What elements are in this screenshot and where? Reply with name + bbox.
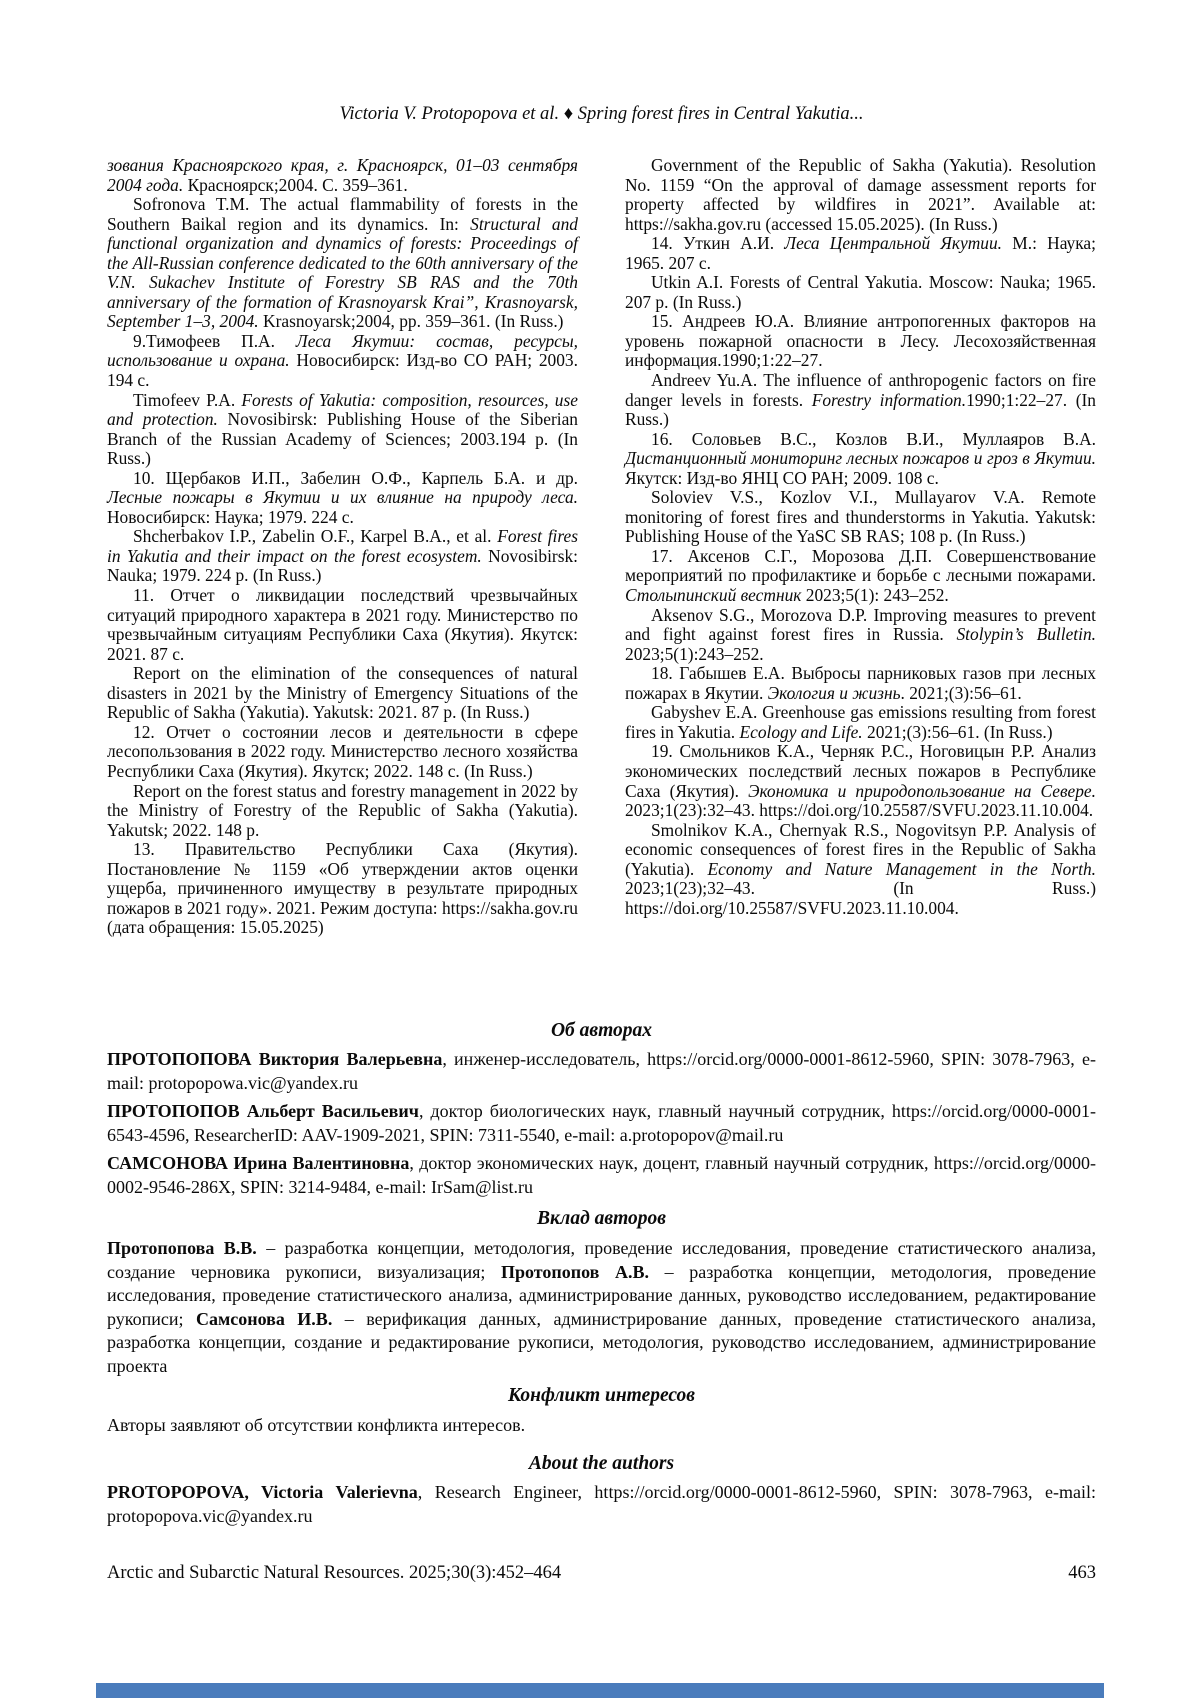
reference-item [625,742,1096,820]
text: Novosibirsk: Publishing House of the Siberian Branch of the Russian Academy of Sciences; 2003.194 p. (In Russ.) [107,409,578,469]
italic-text: Экология и жизнь [767,682,901,703]
reference-item [625,430,1096,489]
author-entry [107,1100,1096,1147]
reference-item [107,782,578,841]
bold-text: ПРОТОПОПОВ Альберт Васильевич [107,1101,419,1122]
text: 2023;1(23);32–43. (In Russ.) https://doi.org/10.25587/SVFU.2023.11.10.004. [625,878,1096,918]
text: 17. Аксенов С.Г., Морозова Д.П. Совершенствование мероприятий по профилактике и борьбе с лесными пожарами. [625,545,1096,586]
author-entries-ru [107,1048,1096,1205]
text: Report on the forest status and forestry management in 2022 by the Ministry of Forestry of the Republic of Sakha (Yakutia). Yakutsk; 2022. 148 p. [107,780,578,840]
text: , доктор экономических наук, доцент, главный научный сотрудник, https://orcid.org/0000-0002-9546-286X, SPIN: 3214-9484, e-mail: IrSam@list.ru [107,1153,1096,1197]
reference-item [107,195,578,332]
references-left-column [107,156,578,938]
text: , инженер-исследователь, https://orcid.org/0000-0001-8612-5960, SPIN: 3078-7963, e-mail: protopopowa.vic@yandex.ru [107,1049,1097,1093]
italic-text: Леса Якутии: состав, ресурсы, использование и охрана. [107,330,578,371]
reference-item [107,391,578,469]
text: Новосибирск: Изд-во СО РАН; 2003. 194 с. [107,350,578,391]
italic-text: Ecology and Life. [739,721,863,742]
bold-text: Самсонова И.В. [195,1308,333,1329]
text: Report on the elimination of the consequences of natural disasters in 2021 by the Ministry of Emergency Situations of the Republic of Sakha (Yakutia). Yakutsk: 2021. 87 p. (In Russ.) [107,663,578,723]
italic-text: Forest fires in Yakutia and their impact on the forest ecosystem. [107,526,578,566]
text: Krasnoyarsk;2004, pp. 359–361. (In Russ.) [258,311,564,332]
bold-text: Протопопов А.В. [500,1261,650,1282]
text: – разработка концепции, методология, проведение исследования, проведение статистического анализа, создание черновика рукописи, визуализация; [107,1238,1097,1282]
conflict-of-interest-statement: Авторы заявляют об отсутствии конфликта интересов. [107,1415,526,1435]
reference-item [107,664,578,723]
text: 9.Тимофеев П.А. [133,330,296,351]
text: 13. Правительство Республики Саха (Якутия). Постановление № 1159 «Об утверждении актов оценки ущерба, причиненного имуществу в результате природных пожаров в 2021 году». 2021. Режим доступа: https://sakha.gov.ru (дата обращения: 15.05.2025) [107,839,578,938]
reference-item [107,527,578,586]
text: 12. Отчет о состоянии лесов и деятельности в сфере лесопользования в 2022 году. Министерство лесного хозяйства Республики Саха (Якутия). Якутск; 2022. 148 с. (In Russ.) [107,721,578,781]
italic-text: зования Красноярского края, г. Красноярск, 01–03 сентября 2004 года. [107,155,578,195]
text: Novosibirsk: Nauka; 1979. 224 p. (In Russ.) [107,545,578,586]
reference-item [625,606,1096,665]
reference-item [107,840,578,938]
author-entry [107,1481,1096,1528]
reference-item [107,332,578,391]
reference-item [625,312,1096,371]
text: Andreev Yu.A. The influence of anthropogenic factors on fire danger levels in forests. [625,370,1096,410]
bold-text: САМСОНОВА Ирина Валентиновна [107,1153,410,1174]
reference-item [625,371,1096,430]
text: . 2021;(3):56–61. [900,682,1022,703]
text: 14. Уткин А.И. [651,233,785,254]
reference-item [625,234,1096,273]
reference-item [625,156,1096,234]
text: Gabyshev E.A. Greenhouse gas emissions resulting from forest fires in Yakutia. [625,702,1096,742]
reference-item [107,586,578,664]
text: Government of the Republic of Sakha (Yakutia). Resolution No. 1159 “On the approval of damage assessment reports for property affected by wildfires in 2021”. Available at: https://sakha.gov.ru (accessed 15.05.2025). (In Russ.) [625,155,1096,234]
text: – верификация данных, администрирование данных, проведение статистического анализа, разработка концепции, создание и редактирование рукописи, методология, руководство исследованием, администрирование проекта [107,1308,1097,1376]
text: Shcherbakov I.P., Zabelin O.F., Karpel B.A., et al. [133,526,498,547]
italic-text: Лесные пожары в Якутии и их влияние на природу леса. [107,487,578,508]
section-heading-conflict-of-interest: Конфликт интересов [507,1385,696,1406]
text: 19. Смольников К.А., Черняк Р.С., Ноговицын Р.Р. Анализ экономических последствий лесных пожаров в Республике Саха (Якутия). [625,741,1096,801]
text: 2023;5(1):243–252. [625,643,764,664]
page-footer [107,1563,1096,1584]
reference-item [107,156,578,195]
reference-item [625,547,1096,606]
text: 1990;1:22–27. (In Russ.) [625,389,1096,430]
text: Якутск: Изд-во ЯНЦ СО РАН; 2009. 108 с. [625,467,939,488]
reference-item [625,821,1096,919]
section-heading-about-authors-en: About the authors [528,1453,675,1474]
reference-item [625,703,1096,742]
references-section [107,156,1096,938]
author-entry [107,1048,1096,1095]
text: – разработка концепции, методология, проведение исследования, проведение статистического анализа, администрирование данных, руководство исследованием, редактирование рукописи; [107,1261,1096,1329]
italic-text: Stolypin’s Bulletin. [956,624,1096,645]
italic-text: Дистанционный мониторинг лесных пожаров и гроз в Якутии. [625,448,1096,469]
text: 2023;5(1): 243–252. [801,585,949,606]
reference-item [107,723,578,782]
text: Aksenov S.G., Morozova D.P. Improving measures to prevent and fight against forest fires in Russia. [625,604,1096,645]
text: Soloviev V.S., Kozlov V.I., Mullayarov V.A. Remote monitoring of forest fires and thunderstorms in Yakutia. Yakutsk: Publishing House of the YaSC SB RAS; 108 p. (In Russ.) [625,487,1096,547]
bold-text: ПРОТОПОПОВА Виктория Валерьевна [107,1049,443,1069]
journal-citation: Arctic and Subarctic Natural Resources. 2025;30(3):452–464 [107,1563,562,1583]
text: 2023;1(23):32–43. https://doi.org/10.25587/SVFU.2023.11.10.004. [625,800,1094,821]
text: 10. Щербаков И.П., Забелин О.Ф., Карпель Б.А. и др. [133,467,578,488]
text: Sofronova T.M. The actual flammability of forests in the Southern Baikal region and its dynamics. In: [107,194,578,234]
reference-item [625,488,1096,547]
author-entry [107,1152,1096,1199]
italic-text: Structural and functional organization and dynamics of forests: Proceedings of the All-Russian conference dedicated to the 60th anniversary of the V.N. Sukachev Institute of Forestry SB RAS and the 70th anniversary of the formation of Krasnoyarsk Krai”, Krasnoyarsk, September 1–3, 2004. [107,213,578,332]
text: Timofeev P.A. [133,389,242,410]
text: Красноярск;2004. С. 359–361. [183,174,408,195]
running-head: Victoria V. Protopopova et al. ♦ Spring forest fires in Central Yakutia... [339,104,864,124]
italic-text: Экономика и природопользование на Севере. [748,780,1096,801]
text: Новосибирск: Наука; 1979. 224 с. [107,506,354,527]
contribution-paragraph [107,1237,1096,1379]
italic-text: Economy and Nature Management in the North. [707,858,1096,879]
references-right-column [625,156,1096,938]
reference-item [107,469,578,528]
reference-item [625,273,1096,312]
bottom-blue-bar [96,1683,1104,1698]
section-heading-about-authors-ru: Об авторах [550,1020,653,1041]
italic-text: Столыпинский вестник [625,585,802,606]
text: 15. Андреев Ю.А. Влияние антропогенных факторов на уровень пожарной опасности в Лесу. Лесохозяйственная информация.1990;1:22–27. [625,311,1096,371]
text: , доктор биологических наук, главный научный сотрудник, https://orcid.org/0000-0001-6543-4596, ResearcherID: AAV-1909-2021, SPIN: 7311-5540, e-mail: a.protopopov@mail.ru [107,1101,1096,1145]
bold-text: Протопопова В.В. [107,1238,257,1258]
text: Utkin A.I. Forests of Central Yakutia. Moscow: Nauka; 1965. 207 p. (In Russ.) [625,272,1096,312]
italic-text: Forestry information. [811,389,967,410]
italic-text: Forests of Yakutia: composition, resources, use and protection. [107,389,578,430]
text: 18. Габышев Е.А. Выбросы парниковых газов при лесных пожарах в Якутии. [625,663,1096,703]
italic-text: Леса Центральной Якутии. [784,233,1002,254]
text: , Research Engineer, https://orcid.org/0000-0001-8612-5960, SPIN: 3078-7963, e-mail: protopopova.vic@yandex.ru [107,1482,1096,1526]
text: 2021;(3):56–61. (In Russ.) [862,721,1053,742]
reference-item [625,664,1096,703]
text: 11. Отчет о ликвидации последствий чрезвычайных ситуаций природного характера в 2021 году. Министерство по чрезвычайным ситуациям Республики Саха (Якутия). Якутск: 2021. 87 с. [107,585,578,664]
text: М.: Наука; 1965. 207 с. [625,233,1096,273]
authors-contribution-text [107,1237,1096,1384]
bold-text: PROTOPOPOVA, Victoria Valerievna [107,1482,418,1502]
text: 16. Соловьев В.С., Козлов В.И., Муллаяров В.А. [651,428,1096,449]
page-number: 463 [1068,1563,1096,1583]
text: Smolnikov K.A., Chernyak R.S., Nogovitsyn P.P. Analysis of economic consequences of forest fires in the Republic of Sakha (Yakutia). [625,819,1096,879]
section-heading-authors-contribution: Вклад авторов [537,1208,666,1229]
author-entries-en [107,1481,1096,1533]
